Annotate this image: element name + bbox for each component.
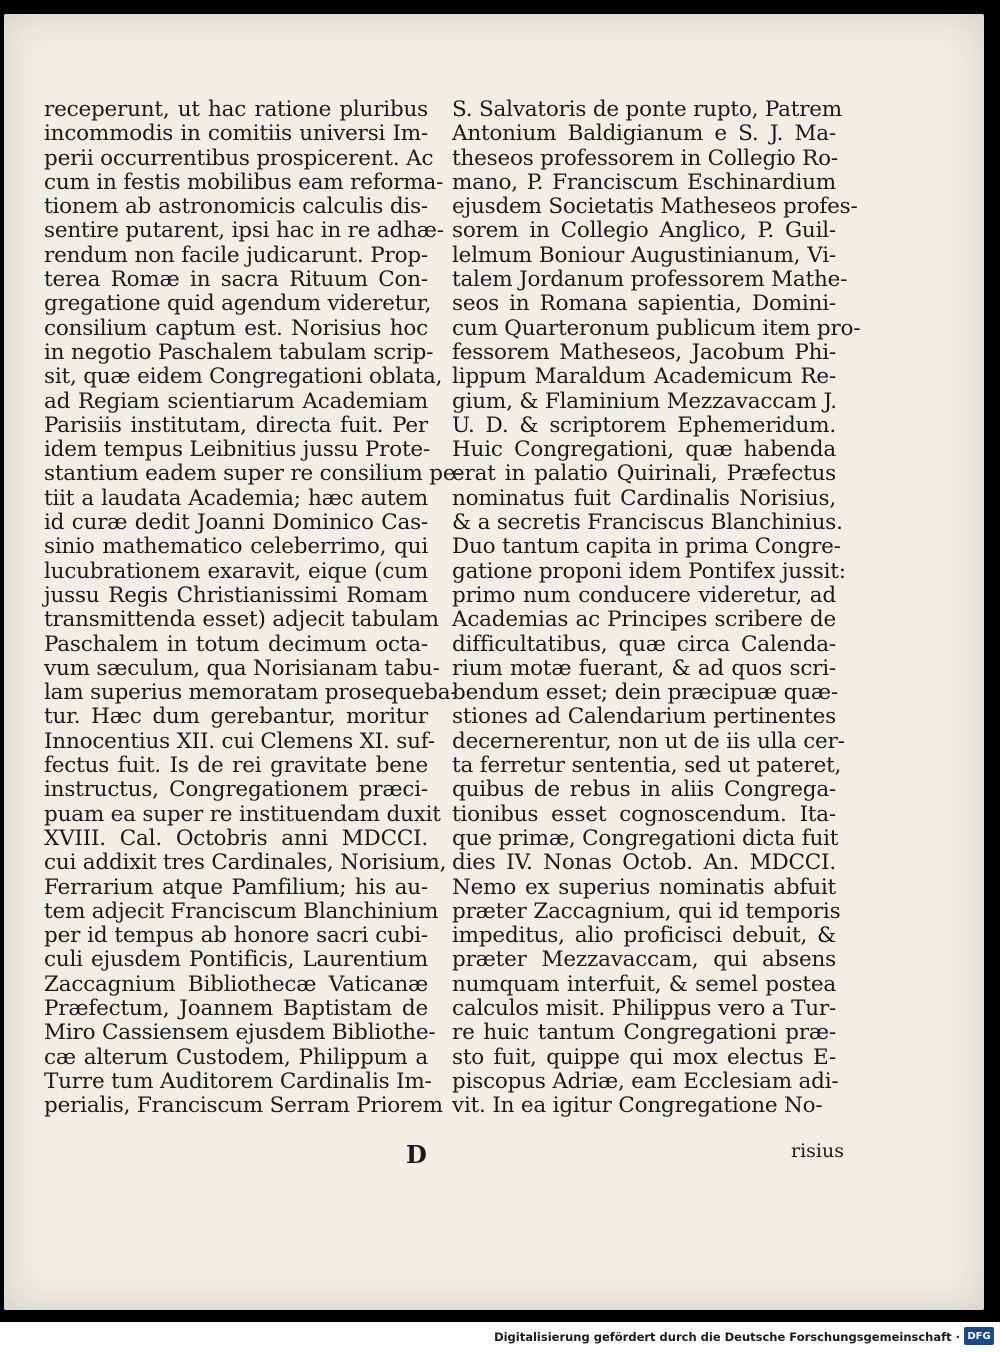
text-line: numquam interfuit, & semel postea (452, 971, 836, 997)
text-line: per id tempus ab honore sacri cubi- (44, 923, 428, 949)
text-line: impeditus, alio proficisci debuit, & (452, 923, 836, 949)
text-line: consilium captum est. Norisius hoc (44, 315, 428, 341)
text-line: tionem ab astronomicis calculis dis- (44, 194, 428, 220)
text-line: U. D. & scriptorem Ephemeridum. (452, 412, 836, 438)
text-line: cum Quarteronum publicum item pro- (452, 315, 861, 341)
text-line: Ferrarium atque Pamfilium; his au- (44, 874, 428, 900)
text-line: Antonium Baldigianum e S. J. Ma- (452, 121, 836, 147)
text-line: Præfectum, Joannem Baptistam de (44, 995, 428, 1021)
text-line: ad Regiam scientiarum Academiam (44, 388, 428, 414)
text-line: decernerentur, non ut de iis ulla cer- (452, 728, 845, 754)
text-line: cæ alterum Custodem, Philippum a (44, 1044, 428, 1070)
text-line: S. Salvatoris de ponte rupto, Patrem (452, 97, 842, 122)
text-line: quibus de rebus in aliis Congrega- (452, 777, 836, 803)
text-line: & a secretis Franciscus Blanchinius. (452, 510, 843, 536)
text-line: ta ferretur sententia, sed ut pateret, (452, 753, 842, 779)
left-text-column (44, 97, 463, 1119)
text-line: vit. In ea igitur Congregatione No- (452, 1093, 823, 1119)
text-line: in negotio Paschalem tabulam scrip- (44, 339, 434, 365)
text-line: vum sæculum, qua Norisianam tabu- (44, 655, 440, 681)
text-line: Zaccagnium Bibliothecæ Vaticanæ (44, 971, 428, 997)
text-line: lelmum Boniour Augustinianum, Vi- (452, 242, 836, 268)
text-line: rium motæ fuerant, & ad quos scri- (452, 655, 836, 681)
text-line: gatione proponi idem Pontifex jussit: (452, 558, 846, 584)
text-line: dies IV. Nonas Octob. An. MDCCI. (452, 850, 836, 876)
text-line: lam superius memoratam prosequeba- (44, 680, 458, 706)
text-line: puam ea super re instituendam duxit (44, 801, 441, 827)
text-line: Nemo ex superius nominatis abfuit (452, 874, 836, 900)
text-line: perialis, Franciscum Serram Priorem (44, 1093, 443, 1119)
text-line: piscopus Adriæ, eam Ecclesiam adi- (452, 1068, 839, 1094)
text-line: gregatione quid agendum videretur, (44, 291, 432, 317)
text-line: seos in Romana sapientia, Domini- (452, 291, 836, 317)
text-line: idem tempus Leibnitius jussu Prote- (44, 437, 430, 463)
text-line: fectus fuit. Is de rei gravitate bene (44, 753, 428, 779)
text-line: erat in palatio Quirinali, Præfectus (452, 461, 836, 487)
footer-bar (0, 1322, 1000, 1352)
text-line: sentire putarent, ipsi hac in re adhæ- (44, 218, 444, 244)
text-line: tem adjecit Franciscum Blanchinium (44, 898, 439, 924)
text-line: primo num conducere videretur, ad (452, 582, 836, 608)
text-line: rendum non facile judicarunt. Prop- (44, 242, 428, 268)
text-line: Academias ac Principes scribere de (452, 607, 836, 633)
text-line: sinio mathematico celeberrimo, qui (44, 534, 428, 560)
text-line: nominatus fuit Cardinalis Norisius, (452, 485, 836, 511)
text-line: talem Jordanum professorem Mathe- (452, 267, 848, 293)
text-line: calculos misit. Philippus vero a Tur- (452, 995, 836, 1021)
text-line: perii occurrentibus prospicerent. Ac (44, 145, 434, 171)
footer-credit: Digitalisierung gefördert durch die Deutsche Forschungsgemeinschaft · (494, 1330, 960, 1344)
text-line: id curæ dedit Joanni Dominico Cas- (44, 510, 428, 536)
text-line: Duo tantum capita in prima Congre- (452, 534, 841, 560)
text-line: culi ejusdem Pontificis, Laurentium (44, 947, 428, 973)
text-line: gium, & Flaminium Mezzavaccam J. (452, 388, 837, 414)
text-line: cui addixit tres Cardinales, Norisium, (44, 850, 447, 876)
text-line: receperunt, ut hac ratione pluribus (44, 97, 428, 122)
text-line: re huic tantum Congregationi præ- (452, 1020, 836, 1046)
dfg-logo: DFG (964, 1327, 994, 1345)
text-line: stantium eadem super re consilium pe- (44, 461, 463, 487)
text-line: Miro Cassiensem ejusdem Bibliothe- (44, 1020, 436, 1046)
text-line: tur. Hæc dum gerebantur, moritur (44, 704, 428, 730)
text-line: tiit a laudata Academia; hæc autem (44, 485, 428, 511)
signature-mark: D (406, 1140, 427, 1169)
text-line: cum in festis mobilibus eam reforma- (44, 169, 444, 195)
text-line: tionibus esset cognoscendum. Ita- (452, 801, 836, 827)
text-line: theseos professorem in Collegio Ro- (452, 145, 838, 171)
text-line: que primæ, Congregationi dicta fuit (452, 825, 839, 851)
book-page (4, 14, 984, 1310)
text-line: præter Zaccagnium, qui id temporis (452, 898, 841, 924)
text-line: terea Romæ in sacra Rituum Con- (44, 267, 428, 293)
text-line: sit, quæ eidem Congregationi oblata, (44, 364, 443, 390)
text-line: jussu Regis Christianissimi Romam (44, 582, 428, 608)
text-line: Parisiis institutam, directa fuit. Per (44, 412, 428, 438)
text-line: instructus, Congregationem præci- (44, 777, 428, 803)
catchword: risius (791, 1140, 844, 1162)
text-line: difficultatibus, quæ circa Calenda- (452, 631, 836, 657)
text-line: incommodis in comitiis universi Im- (44, 121, 428, 147)
text-line: stiones ad Calendarium pertinentes (452, 704, 836, 730)
text-line: bendum esset; dein præcipuæ quæ- (452, 680, 838, 706)
text-line: lucubrationem exaravit, eique (cum (44, 558, 428, 584)
right-text-column (452, 97, 861, 1119)
text-line: præter Mezzavaccam, qui absens (452, 947, 836, 973)
text-line: transmittenda esset) adjecit tabulam (44, 607, 439, 633)
text-line: Huic Congregationi, quæ habenda (452, 437, 836, 463)
text-line: Turre tum Auditorem Cardinalis Im- (44, 1068, 432, 1094)
text-line: lippum Maraldum Academicum Re- (452, 364, 836, 390)
text-line: ejusdem Societatis Matheseos profes- (452, 194, 858, 220)
text-line: sto fuit, quippe qui mox electus E- (452, 1044, 836, 1070)
text-line: fessorem Matheseos, Jacobum Phi- (452, 339, 836, 365)
text-line: mano, P. Franciscum Eschinardium (452, 169, 836, 195)
text-line: sorem in Collegio Anglico, P. Guil- (452, 218, 836, 244)
text-line: Paschalem in totum decimum octa- (44, 631, 428, 657)
text-line: Innocentius XII. cui Clemens XI. suf- (44, 728, 435, 754)
text-line: XVIII. Cal. Octobris anni MDCCI. (44, 825, 428, 851)
